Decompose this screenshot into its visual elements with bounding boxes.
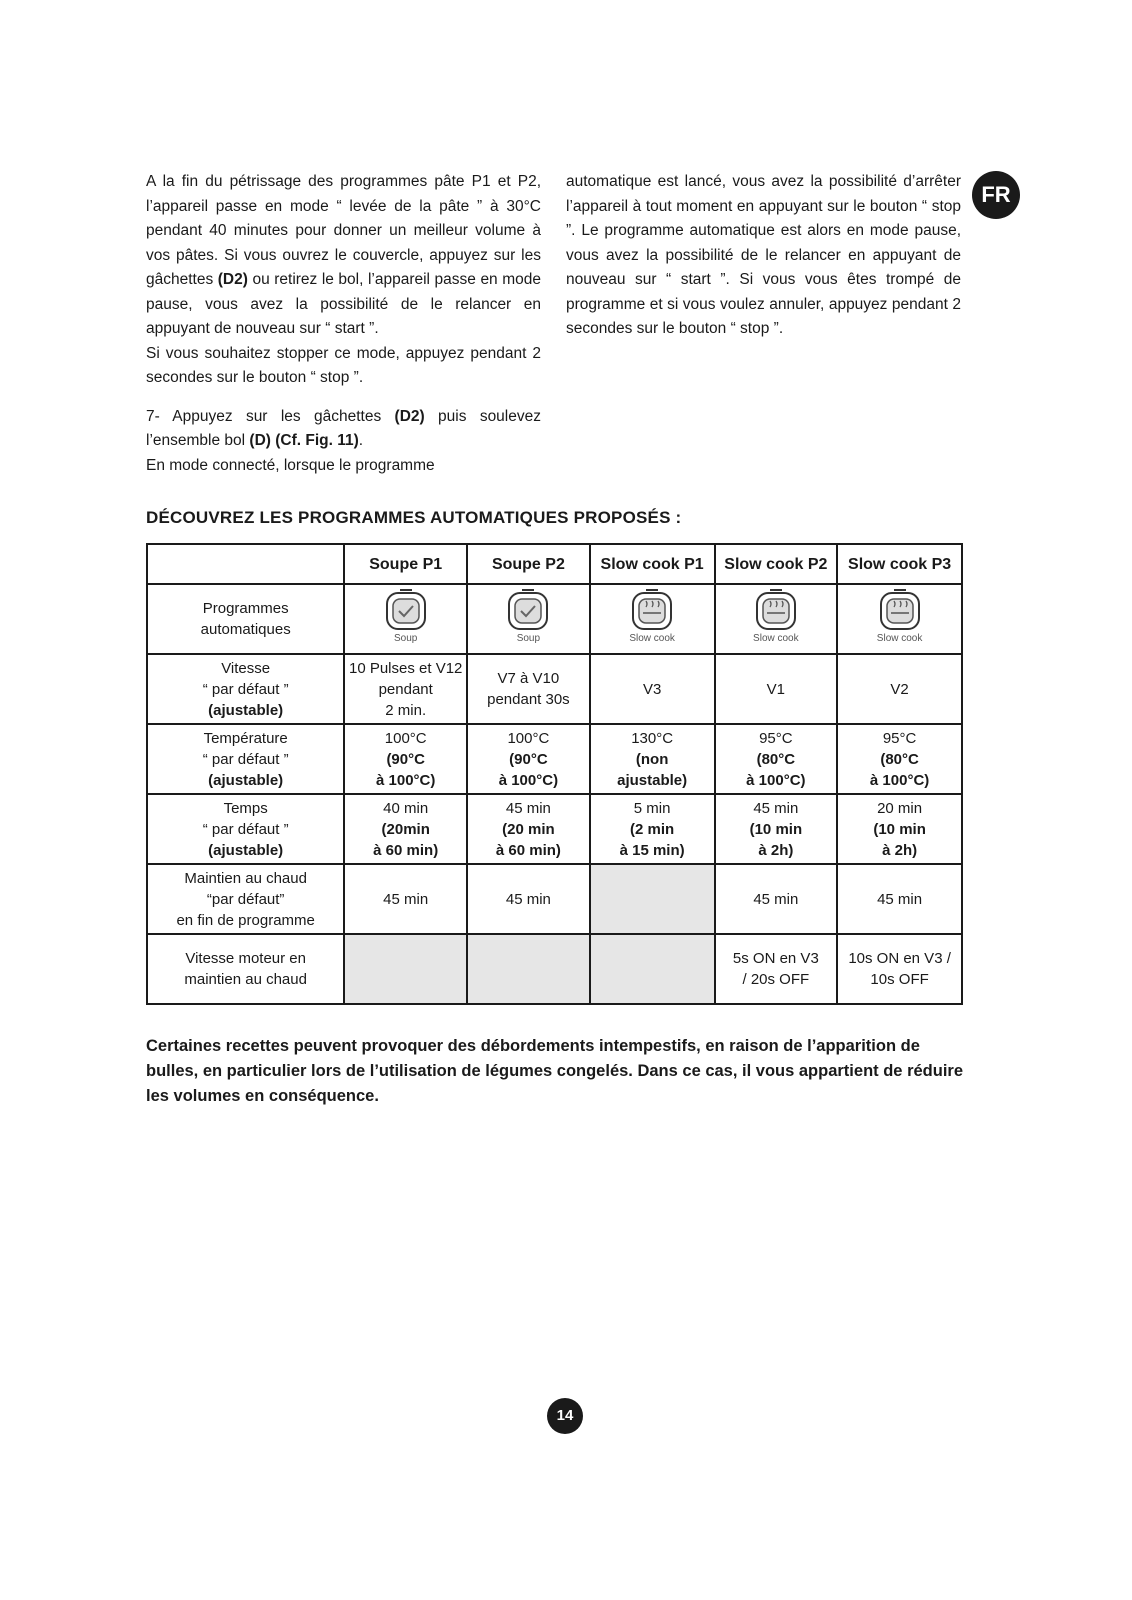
cell-line: (80°C [756,750,796,768]
label-line: Vitesse [221,659,271,677]
cell-line: 100°C [507,729,550,747]
cell-line: 10s ON en V3 / [848,950,951,967]
table-cell: 45 min [715,864,838,934]
table-cell [715,794,838,864]
cell-line: 10s OFF [870,971,929,988]
program-icon-cell [715,584,838,654]
cell-line: (non [635,750,669,768]
soup-check-icon [378,587,434,651]
slow-cook-icon [624,587,680,651]
header-empty [147,544,344,584]
cell-line: 95°C [882,729,917,747]
label-line: “ par défaut ” [202,680,289,698]
table-cell: 45 min [467,864,590,934]
program-icon-cell [837,584,962,654]
label-line: (ajustable) [208,701,284,719]
bold-ref: (D2) [217,271,248,288]
text: 7- Appuyez sur les gâchettes [146,407,395,425]
label-line: Temps [223,799,268,817]
label-line: Température [203,729,288,747]
empty-grey-cell [590,934,715,1004]
table-cell: 45 min [837,864,962,934]
table-cell [837,724,962,794]
warning-note: Certaines recettes peuvent provoquer des débordements intempestifs, en raison de l’apparition de bulles, en particulier lors de l’utilisation de légumes congelés. Dans ce cas, il vous appartient de réduire les volumes en conséquence. [146,1037,963,1105]
bold-ref: (D2) [394,407,425,425]
empty-grey-cell [467,934,590,1004]
icon-caption: Slow cook [876,633,923,644]
cell-line: (10 min [873,820,926,838]
cell-line: (20 min [502,820,555,838]
table-cell [467,724,590,794]
icon-caption: Slow cook [629,633,675,644]
cell-line: V7 à V10 [497,670,560,687]
label-line: en fin de programme [176,911,315,929]
empty-grey-cell [590,864,715,934]
text: A la fin du pétrissage des programmes pâte P1 et P2, l’appareil passe en mode “ levée de la pâte ” à 30°C pendant 40 minutes pour donner un meilleur volume à vos pâtes. Si vous ouvrez le couvercle, appuyez sur les gâchettes [146,173,541,288]
table-cell [344,724,467,794]
row-label-temps [147,794,344,864]
cell-line: 5 min [633,799,671,817]
table-cell [715,934,838,1004]
paragraph-kneading [146,170,541,342]
cell-line: (2 min [630,820,675,838]
header-slow-cook-p1: Slow cook P1 [590,544,715,584]
cell-line: à 60 min) [373,841,439,859]
cell-line: 20 min [877,799,923,817]
cell-line: (10 min [749,820,803,838]
cell-line: 5s ON en V3 [732,950,819,967]
bold-ref: (Cf. Fig. 11) [275,432,359,449]
program-icon-cell [344,584,467,654]
cell-line: pendant 30s [487,691,570,708]
bold-ref: (D) [249,432,271,449]
label-line: “par défaut” [206,890,285,908]
table-cell: V2 [837,654,962,724]
cell-line: à 2h) [758,841,794,859]
table-cell: 45 min [344,864,467,934]
cell-line: 10 Pulses et V12 [348,659,463,677]
left-column [146,170,541,478]
label-line: “ par défaut ” [202,820,289,838]
table-row [147,794,962,864]
cell-line: 45 min [753,799,799,817]
table-cell: V1 [715,654,838,724]
label-line: maintien au chaud [184,971,307,988]
table-cell [344,654,467,724]
paragraph-connected: En mode connecté, lorsque le programme [146,456,435,474]
table-cell [590,724,715,794]
programs-table [146,543,963,1005]
paragraph-automatic: automatique est lancé, vous avez la possibilité d’arrêter l’appareil à tout moment en appuyant sur le bouton “ stop ”. Le programme automatique est alors en mode pause, vous avez la possibilité de le relancer en appuyant de nouveau sur “ start ”. Si vous vous êtes trompé de programme et si vous voulez annuler, appuyez pendant 2 secondes sur le bouton “ stop ”. [566,173,961,337]
cell-line: (80°C [880,750,919,768]
empty-grey-cell [344,934,467,1004]
table-cell [837,934,962,1004]
cell-line: (90°C [386,750,425,768]
header-slow-cook-p3: Slow cook P3 [837,544,962,584]
program-icon-cell [590,584,715,654]
table-cell [715,724,838,794]
table-cell [344,794,467,864]
row-label-vitesse-moteur [147,934,344,1004]
table-row [147,584,962,654]
cell-line: pendant [378,680,433,698]
table-cell [467,794,590,864]
header-soupe-p1: Soupe P1 [344,544,467,584]
cell-line: à 100°C) [376,771,436,789]
cell-line: 100°C [384,729,427,747]
soup-check-icon [500,587,556,651]
cell-line: 45 min [505,799,551,817]
table-row [147,724,962,794]
section-title: DÉCOUVREZ LES PROGRAMMES AUTOMATIQUES PROPOSÉS : [146,508,682,527]
page-number: 14 [547,1398,583,1434]
row-label-programmes [147,584,344,654]
row-label-vitesse [147,654,344,724]
table-header-row [147,544,962,584]
cell-line: (90°C [509,750,548,768]
label-line: Vitesse moteur en [185,950,306,967]
table-row [147,864,962,934]
label-line: Programmes [202,600,289,617]
label-line: Maintien au chaud [184,869,307,887]
table-cell [467,654,590,724]
label-line: “ par défaut ” [202,750,289,768]
label-line: (ajustable) [208,771,284,789]
cell-line: 2 min. [385,701,427,719]
cell-line: à 100°C) [498,771,559,789]
icon-caption: Soup [516,633,541,644]
table-cell [590,794,715,864]
right-column [566,170,961,342]
cell-line: 40 min [383,799,429,817]
cell-line: à 100°C) [746,771,806,789]
cell-line: à 100°C) [869,771,930,789]
header-slow-cook-p2: Slow cook P2 [715,544,838,584]
language-badge: FR [972,171,1020,219]
label-line: automatiques [200,621,291,638]
icon-caption: Soup [394,633,418,644]
step-7 [146,405,541,454]
text: ou retirez le bol, l’appareil passe en mode pause, vous avez la possibilité de le relancer en appuyant de nouveau sur “ start ”. [146,271,541,337]
slow-cook-icon [748,587,804,651]
header-soupe-p2: Soupe P2 [467,544,590,584]
slow-cook-icon [872,587,928,651]
row-label-maintien [147,864,344,934]
cell-line: 95°C [759,729,793,747]
program-icon-cell [467,584,590,654]
cell-line: 130°C [631,729,674,747]
table-cell: V3 [590,654,715,724]
icon-caption: Slow cook [753,633,799,644]
label-line: (ajustable) [208,841,284,859]
cell-line: / 20s OFF [742,971,810,988]
cell-line: (20min [381,820,430,838]
cell-line: à 2h) [882,841,918,859]
table-row [147,934,962,1004]
text: . [358,432,364,449]
text: puis soulevez l’ensemble bol [146,407,541,449]
cell-line: ajustable) [617,771,688,789]
cell-line: à 60 min) [495,841,561,859]
cell-line: à 15 min) [619,841,685,859]
table-cell [837,794,962,864]
table-row [147,654,962,724]
paragraph-stop: Si vous souhaitez stopper ce mode, appuyez pendant 2 secondes sur le bouton “ stop ”. [146,344,541,386]
row-label-temperature [147,724,344,794]
